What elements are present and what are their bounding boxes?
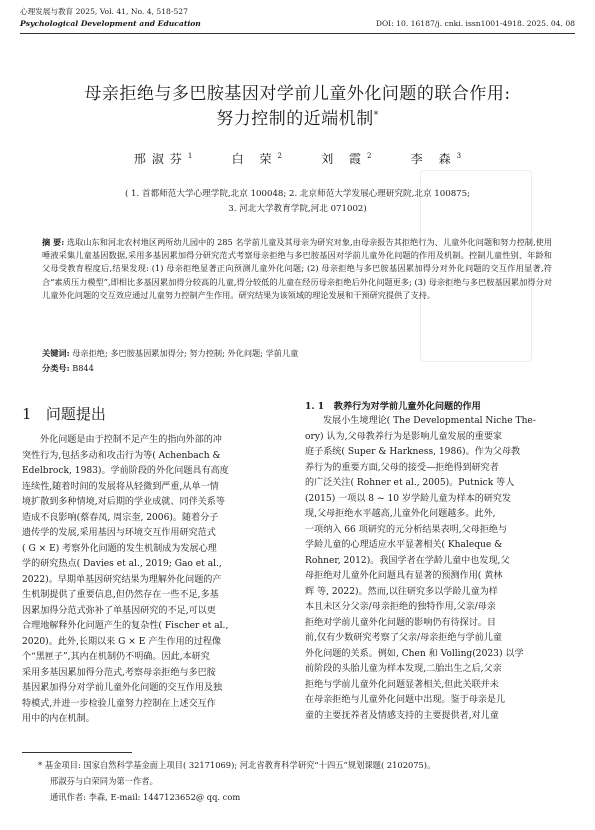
section-1-1-heading — [305, 398, 481, 412]
section-1-1-body-line: 养行为的重要方面,父母的接受—拒绝得到研究者 — [305, 462, 499, 473]
header-rule — [20, 33, 575, 34]
classification-text: B844 — [72, 363, 94, 373]
author-3: 刘 霞$^2$ — [321, 152, 372, 166]
author-list — [0, 150, 595, 167]
section-1-heading — [22, 403, 106, 424]
footnote-corresponding-author: 通讯作者: 李森, E-mail: 1447123652@ qq. com — [50, 792, 241, 802]
section-1-body-line: 基因累加得分对学前儿童外化问题的交互作用及独 — [22, 683, 223, 693]
journal-issue: 心理发展与教育 2025, Vol. 41, No. 4, 518-527 — [20, 7, 188, 16]
section-1-1-body-line: ory) 认为,父母教养行为是影响儿童发展的重要家 — [305, 431, 503, 442]
doi[interactable]: DOI: 10. 16187/j. cnki. issn1001-4918. 2025. 04. 08 — [375, 19, 575, 28]
section-1-body-line: 突性行为,包括多动和攻击行为等( Achenbach & — [22, 450, 221, 461]
section-1-body-line: 遗传学的发展,采用基因与环境交互作用研究范式 — [22, 528, 216, 538]
section-1-body-line: 连续性,随着时间的发展将从轻微到严重,从单一情 — [22, 481, 219, 492]
footnote-rule — [22, 752, 132, 753]
section-1-1-title: 教养行为对学前儿童外化问题的作用 — [333, 401, 481, 412]
author-1: 邢淑芬$^1$ — [133, 152, 193, 166]
section-1-1-body-line: (2015) 一项以 8 ~ 10 岁学龄儿童为样本的研究发 — [305, 493, 512, 504]
section-1-body-line: ( G × E) 考察外化问题的发生机制成为发展心理 — [22, 543, 217, 554]
abstract-text: 选取山东和河北农村地区两所幼儿园中的 285 名学前儿童及其母亲为研究对象,由母亲报告其拒绝行为、儿童外化问题和努力控制,使用唾液采集儿童基因数据,采用多基因累加得分研究范式考察母亲拒绝与多巴胺基因对学前儿童外化问题的作用及机制。控制儿童性别、年龄和父母受教育程度后,结果发现: (1) 母亲拒绝显著正向预测儿童外化问题; (2) 母亲拒绝与多巴胺基因累加得分对外化问题的交互作用显著,符合“素质压力模型”,即相比多基因累加得分较高的儿童,得分较低的儿童在经历母亲拒绝后外化问题更多; (3) 母亲拒绝与多巴胺基因累加得分对儿童外化问题的交互效应通过儿童努力控制产生作用。研究结果为该领域的理论发展和干预研究提供了支持。 — [42, 237, 553, 300]
abstract — [42, 236, 552, 302]
section-1-body-line: 因累加得分范式弥补了单基因研究的不足,可以更 — [22, 605, 216, 616]
section-1-body-line: 2022)。早期单基因研究结果为理解外化问题的产 — [22, 574, 222, 585]
section-1-1-body-line: 一项纳入 66 项研究的元分析结果表明,父母拒绝与 — [305, 524, 508, 535]
section-1-1-body-line: 发展小生境理论( The Developmental Niche The- — [323, 416, 536, 426]
section-1-1-body-line: 辉 等, 2022)。然而,以往研究多以学龄儿童为样 — [305, 586, 498, 597]
section-1-1-body-line: 拒绝对学前儿童外化问题的影响仍有待探讨。目 — [305, 617, 496, 628]
footnote-co-first-authors: 邢淑芬与白荣同为第一作者。 — [50, 776, 158, 786]
section-1-1-body-line: 外化问题的关系。例如, Chen 和 Volling(2023) 以学 — [305, 648, 524, 659]
section-1-1-body-line: Rohner, 2012)。我国学者在学龄儿童中也发现,父 — [305, 555, 510, 566]
author-2: 白 荣$^2$ — [231, 152, 282, 166]
title-line-2 — [0, 104, 595, 129]
section-1-1-body-line: 本且未区分父亲/母亲拒绝的独特作用,父亲/母亲 — [305, 602, 496, 612]
section-1-1-body-line: 母拒绝对儿童外化问题具有显著的预测作用( 黄林 — [305, 571, 503, 581]
affiliation-line-1: ( 1. 首都师范大学心理学院,北京 100048; 2. 北京师范大学发展心理研究院,北京 100875; — [124, 189, 471, 199]
section-1-body-line: 2020)。此外,长期以来 G × E 产生作用的过程像 — [22, 636, 222, 647]
section-1-body-line: 造成不良影响(蔡春凤, 周宗奎, 2006)。随着分子 — [22, 512, 219, 523]
journal-english-name: Psychological Development and Education — [20, 19, 201, 28]
keywords — [42, 347, 552, 360]
section-1-1-body-line: 童的主要抚养者及情感支持的主要提供者,对儿童 — [305, 710, 499, 721]
section-1-1-body-line: 前,仅有少数研究考察了父亲/母亲拒绝与学前儿童 — [305, 633, 502, 643]
keywords-label: 关键词: — [42, 348, 70, 358]
title-text-2: 努力控制的近端机制 — [216, 109, 374, 129]
footnote-funding: * 基金项目: 国家自然科学基金面上项目( 32171069); 河北省教育科学研究“十四五”规划课题( 2102075)。 — [38, 760, 436, 770]
section-1-body-line: Edelbrock, 1983)。学前阶段的外化问题具有高度 — [22, 466, 229, 476]
section-1-body-line: 采用多基因累加得分范式,考察母亲拒绝与多巴胺 — [22, 667, 216, 678]
section-1-1-body-line: 现,父母拒绝水平越高,儿童外化问题越多。此外, — [305, 509, 496, 519]
section-1-1-body-line: 的广泛关注( Rohner et al., 2005)。Putnick 等人 — [305, 478, 515, 488]
section-1-1-body-line: 拒绝与学前儿童外化问题显著相关,但此关联并未 — [305, 679, 499, 690]
section-1-1-body-line: 学龄儿童的心理适应水平显著相关( Khaleque & — [305, 540, 503, 550]
abstract-label: 摘 要: — [42, 237, 65, 247]
section-1-body-line: 生机制提供了重要信息,但仍然存在一些不足,多基 — [22, 590, 219, 600]
title-footnote-mark: * — [373, 110, 379, 121]
section-1-body-line: 学的研究热点( Davies et al., 2019; Gao et al., — [22, 559, 222, 569]
title-line-1: 母亲拒绝与多巴胺基因对学前儿童外化问题的联合作用: — [84, 84, 511, 104]
section-1-body — [22, 433, 290, 728]
section-1-body-line: 个“黑匣子”,其内在机制仍不明确。因此,本研究 — [22, 652, 210, 662]
classification — [42, 362, 552, 375]
section-1-body-line: 境扩散到多种情境,对后期的学业成就、同伴关系等 — [22, 497, 225, 507]
section-1-1-body-line: 在母亲拒绝与儿童外化问题中出现。鉴于母亲是儿 — [305, 695, 506, 705]
section-1-1-number: 1. 1 — [305, 401, 325, 412]
affiliation-line-2: 3. 河北大学教育学院,河北 071002) — [228, 204, 367, 214]
section-1-body-line: 特模式,并进一步检验儿童努力控制在上述交互作 — [22, 698, 216, 709]
author-4: 李 森$^3$ — [410, 152, 462, 166]
section-1-title: 问题提出 — [45, 405, 106, 423]
section-1-1-body-line: 前阶段的头胎儿童为样本发现,二胎出生之后,父亲 — [305, 664, 502, 674]
section-1-body-line: 合理地解释外化问题产生的复杂性( Fischer et al., — [22, 621, 229, 631]
keywords-text: 母亲拒绝; 多巴胺基因累加得分; 努力控制; 外化问题; 学前儿童 — [72, 348, 299, 358]
section-1-body-line: 外化问题是由于控制不足产生的指向外部的冲 — [40, 435, 222, 445]
section-1-1-body-line: 庭子系统( Super & Harkness, 1986)。作为父母教 — [305, 447, 521, 457]
section-1-1-body — [305, 414, 573, 724]
section-1-number: 1 — [22, 405, 32, 423]
section-1-body-line: 用中的内在机制。 — [22, 714, 95, 724]
classification-label: 分类号: — [42, 363, 70, 373]
